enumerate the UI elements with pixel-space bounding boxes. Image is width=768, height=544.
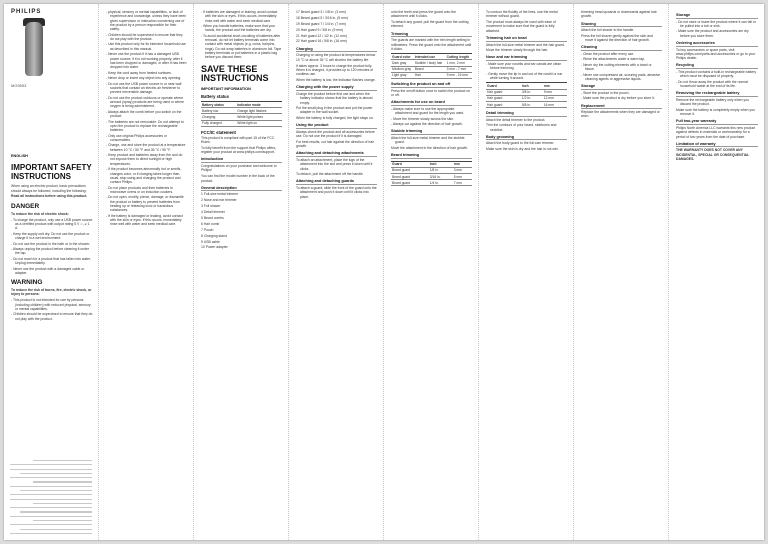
storage-text: - Make sure the product and accessories are dry before you store them.	[676, 29, 758, 38]
table-cell: Hair guard	[486, 101, 521, 107]
table-header: mm	[453, 161, 472, 167]
table-header: Intended use	[414, 54, 446, 60]
safety-item: - physical, sensory or mental capabilities, or lack of experience and knowledge, unless they have been given supervision or instruction concerning use of the product by a person responsible for their safety.	[106, 10, 187, 31]
safety-item: - To avoid accidental short-circuiting of batteries after removal, do not let battery terminals come into contact with metal objects (e.g. coins, hairpins, rings). Do not wrap batteries in aluminum foil. Tape battery terminals or put batteries in a plastic bag before you discard them.	[201, 34, 282, 60]
safety-intro: When using an electric product, basic precautions should always be followed, including the following:	[11, 184, 87, 193]
attachment-step: To detach, pull the attachment off the handle.	[296, 172, 364, 177]
panel-warranty	[669, 4, 764, 540]
table-row	[391, 72, 472, 78]
guard-text: To detach any guard, pull the guard from the cutting element.	[391, 20, 469, 29]
part-item: 10 Power adapter	[201, 245, 228, 250]
power-step: Charge the product before first use and when the battery indicator shows that the battery is almost empty.	[296, 91, 373, 105]
removal-step: Remove the rechargeable battery only when you discard the product.	[676, 98, 749, 107]
table-cell: White light pulses	[236, 114, 282, 120]
cleaning-text: - Clean the product after every use.	[581, 52, 662, 56]
table-cell: Fully charged	[201, 120, 236, 126]
table-cell: Dark gray	[391, 60, 414, 66]
part-item: 2 Nose and ear trimmer	[201, 198, 237, 203]
table-cell: 12 mm	[543, 95, 567, 101]
danger-item: - Do not reach for a product that has fallen into water. Unplug immediately.	[11, 257, 93, 266]
danger-item: - Do not use the product in the bath or in the shower.	[11, 242, 93, 246]
recycling-text: - This product contains a built-in rechargeable battery which must be disposed of properly.	[676, 70, 758, 79]
table-header: Inch	[429, 161, 453, 167]
table-cell: Beard	[414, 66, 446, 72]
table-cell: 9 mm	[543, 89, 567, 95]
charging-text: Charging or using the product at temperatures below 10 °C or above 35 °C will shorten the battery life.	[296, 53, 376, 62]
table-cell: Hair	[414, 72, 446, 78]
table-cell: Beard guard	[391, 167, 429, 173]
power-step: Put the small plug in the product and put the power adapter in the wall socket.	[296, 105, 373, 115]
beard-attachment-text: - Always cut against the direction of hair growth.	[391, 122, 472, 126]
manual-sheet	[4, 4, 764, 540]
danger-subheading: To reduce the risk of electric shock:	[11, 211, 69, 216]
cover-block	[11, 10, 93, 99]
panel-safety-continued	[99, 4, 194, 540]
safety-item: - Only use original Philips accessories or consumables.	[106, 134, 187, 143]
table-cell: 3 mm - 7 mm	[446, 66, 472, 72]
table-cell: 3/8 in.	[521, 89, 543, 95]
limitation-heading: Limitation of warranty	[676, 142, 758, 148]
table-cell: Orange light flashes	[236, 108, 282, 114]
important-safety-title: IMPORTANT SAFETY INSTRUCTIONS	[11, 163, 92, 182]
table-cell: Hair guard	[486, 95, 521, 101]
ordering-heading: Ordering accessories	[676, 41, 758, 47]
table-row	[201, 120, 282, 126]
fcc-heading: FCC/IC statement	[201, 129, 236, 135]
table-cell: Medium gray	[391, 66, 414, 72]
table-cell: 1/8 in.	[429, 167, 453, 173]
attachment-step: To attach an attachment, place the lugs of the attachment into the slot and press it down until it clicks.	[296, 158, 373, 171]
replacement-heading: Replacement	[581, 104, 662, 110]
part-item: 5 Beard combs	[201, 216, 224, 220]
safety-item: - Do not use the product outdoors or operate where aerosol (spray) products are being used or where oxygen is being administered.	[106, 96, 187, 109]
part-item: 20 Hair guard 9 / 3/8 in. (9 mm)	[296, 27, 344, 32]
switching-heading: Switching the product on and off	[391, 82, 472, 88]
body-grooming-heading: Body grooming	[486, 135, 567, 141]
introduction-text: Congratulations on your purchase and welcome to Philips!	[201, 164, 277, 173]
introduction-heading: Introduction	[201, 157, 282, 163]
power-supply-heading: Charging with the power supply	[296, 85, 377, 91]
part-item: 4 Detail trimmer	[201, 210, 225, 215]
part-item: 9 USB cable	[201, 239, 220, 244]
removal-step: Make sure the battery is completely empty when you remove it.	[676, 107, 755, 117]
storage-heading: Storage	[676, 13, 758, 19]
cleaning-text: - Rinse the attachments under a warm tap.	[581, 57, 662, 61]
danger-item: - To charge the product, only use a USB power source as a certified product with output rating 5 V ⎓, ≥ 1 A.	[11, 218, 93, 231]
body-step: Make sure the skin is dry and the hair is not wet.	[486, 146, 559, 151]
model-number: MG9553	[11, 83, 27, 89]
part-item: 18 Beard guard 5 / 3/16 in. (5 mm)	[296, 15, 348, 20]
table-cell: 9 mm - 16 mm	[446, 72, 472, 78]
language-title: ENGLISH	[11, 154, 28, 158]
part-item: 22 Hair guard 16 / 5/8 in. (16 mm)	[296, 39, 347, 44]
table-cell: 1 mm, 2 mm	[446, 60, 472, 66]
table-cell: 5 mm	[453, 174, 472, 180]
table-cell: Battery low	[201, 108, 236, 114]
trimming-text: The guards are marked with the trim length setting in millimeters. Press the guard onto the attachment until it clicks.	[391, 38, 472, 51]
general-description-heading: General description	[201, 186, 282, 192]
cleaning-text: - Never use compressed air, scouring pads, abrasive cleaning agents or aggressive liquids.	[581, 73, 662, 82]
safety-item: - If the battery is damaged or leaking, avoid contact with the skin or eyes. If this occurs, immediately rinse well with water and seek medical care.	[106, 214, 187, 227]
panel-beard-trimming	[384, 4, 479, 540]
beard-guard-table	[391, 161, 472, 187]
safety-item: - Never drop or insert any object into any opening.	[106, 76, 187, 80]
table-cell: Beard guard	[391, 180, 429, 186]
nose-ear-heading: Nose and ear trimming	[486, 55, 567, 61]
recycling-heading: Recycling	[676, 63, 758, 69]
table-cell: 7 mm	[453, 180, 472, 186]
part-item: 1 Full-size metal trimmer	[201, 192, 239, 197]
shave-step: Attach the foil shaver to the handle.	[581, 28, 635, 33]
table-cell: Stubble / body hair	[414, 60, 446, 66]
read-all-note: Read all instructions before using this product.	[11, 194, 88, 199]
safety-item: - Use this product only for its intended household use as described in this manual.	[106, 42, 187, 51]
hair-step: Move the trimmer slowly through the hair.	[486, 48, 548, 53]
part-item: 6 Hair comb	[201, 221, 220, 226]
beard-attachment-text: - Move the trimmer slowly across the skin.	[391, 117, 472, 121]
part-item: 21 Hair guard 12 / 1/2 in. (12 mm)	[296, 33, 347, 38]
table-cell: Charging	[201, 114, 236, 120]
switching-text: Press the on/off button once to switch the product on or off.	[391, 88, 471, 97]
beard-attachment-text: - Always make sure to use the appropriate attachment and guard for the length you want.	[391, 107, 472, 116]
safety-item: - Never use the product if it has a damaged USB power source, if it is not working properly, after it has been dropped or damaged, or after it has been dropped into water.	[106, 52, 187, 69]
detail-trimming-heading: Detail trimming	[486, 111, 567, 117]
table-cell: 5/8 in.	[521, 101, 543, 107]
part-item: 8 Charging stand	[201, 233, 227, 238]
storage-text: - Make sure the product is dry before you store it.	[581, 96, 662, 100]
table-cell: 3 mm	[453, 167, 472, 173]
cleaning-text: - Never dry the cutting elements with a towel or tissue.	[581, 63, 662, 72]
beard-trimming-heading: Beard trimming	[391, 153, 472, 159]
trimming-heading: Trimming	[391, 32, 472, 38]
trimmer-body-shape	[25, 22, 43, 76]
power-step: When the battery is fully charged, the light stays on.	[296, 115, 374, 120]
part-item: 3 Foil shaver	[201, 204, 221, 209]
table-header: Guard	[486, 83, 521, 89]
using-product-heading: Using the product	[296, 123, 377, 129]
table-cell: 3/16 in.	[429, 174, 453, 180]
hair-guard-table	[486, 82, 567, 108]
nose-text: - Gently move the tip in and out of the nostril or ear while turning it around.	[486, 72, 567, 81]
ordering-text: To buy accessories or spare parts, visit www.philips.com/parts-and-accessories or go to your Philips dealer.	[676, 47, 756, 61]
safety-item: - If the product becomes abnormally hot or smells, changes color, or if charging takes longer than usual, stop using and charging the product and contact Philips.	[106, 167, 187, 184]
part-item: 17 Beard guard 3 / 1/8 in. (3 mm)	[296, 10, 346, 14]
safety-item: - When you handle batteries, make sure that your hands, the product and the batteries are dry.	[201, 24, 282, 33]
table-row	[391, 180, 472, 186]
panel-hair-trimming	[479, 4, 574, 540]
contour-text: To contour the fluidity of the lines, use the metal trimmer without guard.	[486, 10, 558, 19]
table-cell: White light on	[236, 120, 282, 126]
safety-item: - The batteries are not removable. Do not attempt to open the product to replace the rechargeable batteries.	[106, 120, 187, 133]
table-header: Inch	[521, 83, 543, 89]
battery-status-table	[201, 101, 282, 127]
safety-item: - Charge, use and store the product at a temperature between 10 °C / 50 °F and 35 °C / 95 °F.	[106, 143, 187, 152]
safety-item: - Keep the cord away from heated surfaces.	[106, 71, 187, 75]
part-item: 7 Pouch	[201, 227, 214, 232]
warning-subheading: To reduce the risk of burns, fire, electric shock, or injury to persons:	[11, 288, 92, 297]
charging-heading: Charging	[296, 47, 377, 53]
table-cell: 1/2 in.	[521, 95, 543, 101]
part-item: 19 Beard guard 7 / 1/4 in. (7 mm)	[296, 21, 346, 26]
safety-block	[11, 154, 93, 322]
safety-item: - Always attach the comb before you switch on the product.	[106, 110, 187, 119]
fcc-text: This product is compliant with part 15 of the FCC Rules.	[201, 135, 275, 144]
table-cell: Light gray	[391, 72, 414, 78]
storage-text: - Store the product in the pouch.	[581, 91, 662, 95]
shaving-heading: Shaving	[581, 22, 662, 28]
storage-text: - Do not store or leave the product where it can fall or be pulled into a tub or sink.	[676, 20, 758, 29]
body-step: Attach the body guard to the full-size trimmer.	[486, 141, 555, 146]
warning-item: - Children should be supervised to ensure that they do not play with the product.	[11, 312, 93, 321]
table-cell: Hair guard	[486, 89, 521, 95]
guard-color-table	[391, 53, 472, 79]
table-header: Guard	[391, 161, 429, 167]
rotated-text-lines	[10, 457, 92, 534]
panel-shaving-cleaning	[574, 4, 669, 540]
detail-step: Trim the contours of your beard, sideburns and neckline.	[486, 123, 557, 132]
table-cell: Beard guard	[391, 174, 429, 180]
safety-item: - Do not open, modify, pierce, damage, or dismantle the product or battery to prevent batteries from heating up or releasing toxic or hazardous substances.	[106, 195, 187, 212]
brand-logo: PHILIPS	[11, 9, 42, 15]
warranty-heading: Full two-year warranty	[676, 119, 758, 125]
battery-status-heading: Battery status	[201, 93, 229, 99]
stubble-step: Move the attachment in the direction of hair growth.	[391, 145, 469, 150]
fcc-text: To fully benefit from the support that Philips offers, register your product at www.philips.com/support.	[201, 145, 277, 155]
beard-attachments-heading: Attachments for use on beard	[391, 100, 472, 106]
panel-cover-safety	[4, 4, 99, 540]
guards-heading: Attaching and detaching guards	[296, 179, 377, 185]
table-header: Guard color	[391, 54, 414, 60]
guard-step: To attach a guard, slide the front of the guard onto the attachment and push it down until it clicks into place.	[296, 186, 377, 199]
table-cell: 16 mm	[543, 101, 567, 107]
storage-heading: Storage	[581, 84, 662, 90]
safety-item: - Do not place products and their batteries in microwave ovens or on induction cookers.	[106, 186, 187, 195]
nose-text: - Make sure your nostrils and ear canals are clean before trimming.	[486, 62, 567, 71]
hair-trimming-heading: Trimming hair on head	[486, 36, 567, 42]
recycling-text: - Do not throw away the product with the normal household waste at the end of its life.	[676, 80, 758, 89]
contour-text: The product must always be used with ease of movement to make sure that the guard is fully attached.	[486, 20, 556, 33]
table-header: Indicator mode	[236, 101, 282, 107]
hair-step: Attach the full-size metal trimmer and the hair guard.	[486, 42, 565, 47]
charging-text: It takes approx. 3 hours to charge the product fully. When it is charged, it provides up to 120 minutes of cordless use.	[296, 63, 374, 77]
detail-step: Attach the detail trimmer to the product.	[486, 117, 546, 122]
warning-item: - This product is not intended for use by persons (including children) with reduced physical, sensory or mental capabilities.	[11, 298, 93, 311]
body-text: trimming head upwards or downwards against hair growth.	[581, 10, 657, 19]
danger-item: - Never use the product with a damaged cable or adapter.	[11, 267, 93, 276]
usage-text: For best results, cut hair against the direction of hair growth.	[296, 139, 375, 149]
panel-save-instructions	[194, 4, 289, 540]
table-header: Cutting length	[446, 54, 472, 60]
warranty-text: Philips North America LLC warrants this new product against defects in materials or workmanship for a period of two years from the date of purchase.	[676, 125, 756, 139]
trimmer-illustration	[15, 18, 55, 78]
important-information-subtitle: IMPORTANT INFORMATION	[201, 86, 251, 91]
table-header: Battery status	[201, 101, 236, 107]
introduction-text: You can find the model number in the back of the product.	[201, 174, 275, 183]
safety-item: - Children should be supervised to ensure that they do not play with the product.	[106, 33, 187, 42]
safety-item: - If batteries are damaged or leaking, avoid contact with the skin or eyes. If this occurs, immediately rinse well with water and seek medical care.	[201, 10, 282, 23]
danger-item: - Always unplug the product before cleaning it under the tap.	[11, 247, 93, 256]
stubble-heading: Stubble trimming	[391, 129, 472, 135]
danger-item: - Keep the supply unit dry. Do not use the product or charge it in a wet environment.	[11, 232, 93, 241]
table-header: mm	[543, 83, 567, 89]
save-instructions-title: SAVE THESE INSTRUCTIONS	[201, 63, 269, 84]
warning-heading: WARNING	[11, 279, 43, 287]
safety-item: - Do not use the USB power source in or near wall sockets that contain an electric air freshener to prevent irreversible damage.	[106, 82, 187, 95]
table-row	[486, 101, 567, 107]
guard-text: onto the teeth and press the guard onto the attachment until it clicks.	[391, 10, 457, 19]
limitation-text: THE WARRANTY DOES NOT COVER ANY INCIDENTAL, SPECIAL OR CONSEQUENTIAL DAMAGES.	[676, 148, 750, 162]
table-cell: 1/4 in.	[429, 180, 453, 186]
shave-step: Press the foil shaver gently against the skin and move it against the direction of hair growth.	[581, 33, 653, 42]
danger-heading: DANGER	[11, 202, 40, 210]
cleaning-heading: Cleaning	[581, 45, 662, 51]
attachments-heading: Attaching and detaching attachments	[296, 151, 377, 157]
battery-removal-heading: Removing the rechargeable battery	[676, 91, 758, 97]
stubble-step: Attach the full-size metal trimmer and the stubble guard.	[391, 135, 465, 145]
replacement-text: Replace the attachments when they are damaged or worn.	[581, 110, 660, 119]
panel-charging-usage	[289, 4, 384, 540]
charging-text: When the battery is low, the indicator flashes orange.	[296, 78, 376, 83]
safety-item: - Keep product and batteries away from fire and do not expose them to direct sunlight or high temperatures.	[106, 153, 187, 166]
usage-text: Always check the product and all accessories before use. Do not use the product if it is damaged.	[296, 129, 375, 138]
